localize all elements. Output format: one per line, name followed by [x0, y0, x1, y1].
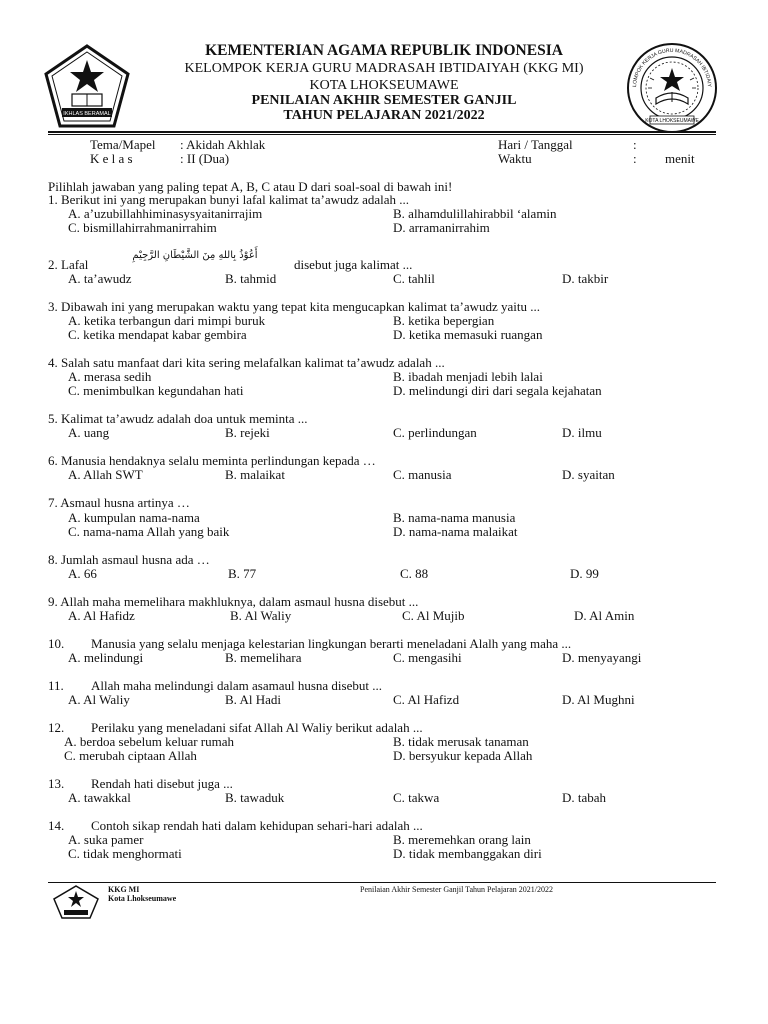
question-14-option-b: B. meremehkan orang lain [393, 832, 531, 847]
hari-value: : [633, 137, 637, 152]
question-1-option-a: A. a’uzubillahhiminasysyaitanirrajim [68, 206, 263, 221]
question-3-option-b: B. ketika bepergian [393, 313, 495, 328]
question-2-number: 2. Lafal [48, 257, 89, 272]
question-13-number: 13. [48, 776, 65, 791]
question-13-option-c: C. takwa [393, 790, 440, 805]
question-13-option-b: B. tawaduk [225, 790, 285, 805]
logo-left-text: IKHLAS BERAMAL [63, 111, 111, 117]
question-11-number: 11. [48, 678, 64, 693]
question-2-option-b: B. tahmid [225, 271, 277, 286]
instruction: Pilihlah jawaban yang paling tepat A, B, C atau D dari soal-soal di bawah ini! [48, 179, 453, 194]
question-1-option-c: C. bismillahirrahmanirrahim [68, 220, 217, 235]
header-ministry: KEMENTERIAN AGAMA REPUBLIK INDONESIA [205, 42, 563, 59]
header-kkg: KELOMPOK KERJA GURU MADRASAH IBTIDAIYAH (KKG MI) [184, 61, 584, 76]
question-3-option-c: C. ketika mendapat kabar gembira [68, 327, 247, 342]
question-11-option-b: B. Al Hadi [225, 692, 281, 707]
question-8-option-b: B. 77 [228, 566, 257, 581]
footer-note: Penilaian Akhir Semester Ganjil Tahun Pelajaran 2021/2022 [360, 885, 554, 894]
question-3-option-a: A. ketika terbangun dari mimpi buruk [68, 313, 266, 328]
question-7-option-b: B. nama-nama manusia [393, 510, 516, 525]
question-2-text: disebut juga kalimat ... [294, 257, 413, 272]
question-11-option-d: D. Al Mughni [562, 692, 635, 707]
question-12-option-a: A. berdoa sebelum keluar rumah [64, 734, 235, 749]
question-6-option-b: B. malaikat [225, 467, 285, 482]
question-14-text: Contoh sikap rendah hati dalam kehidupan sehari-hari adalah ... [91, 818, 423, 833]
question-2-option-d: D. takbir [562, 271, 609, 286]
question-11-text: Allah maha melindungi dalam asamaul husna disebut ... [91, 678, 382, 693]
question-10-option-a: A. melindungi [68, 650, 144, 665]
question-1-option-d: D. arramanirrahim [393, 220, 490, 235]
question-5-option-d: D. ilmu [562, 425, 602, 440]
question-6-option-c: C. manusia [393, 467, 452, 482]
question-2-option-a: A. ta’awudz [68, 271, 132, 286]
question-10-option-b: B. memelihara [225, 650, 302, 665]
question-8-option-d: D. 99 [570, 566, 599, 581]
question-9-option-d: D. Al Amin [574, 608, 635, 623]
waktu-unit: menit [665, 151, 695, 166]
question-12-option-b: B. tidak merusak tanaman [393, 734, 529, 749]
hari-label: Hari / Tanggal [498, 137, 573, 152]
question-5-option-c: C. perlindungan [393, 425, 477, 440]
question-4-option-a: A. merasa sedih [68, 369, 152, 384]
footer-org-1: KKG MI [108, 885, 140, 894]
question-7-option-c: C. nama-nama Allah yang baik [68, 524, 230, 539]
question-4-option-b: B. ibadah menjadi lebih lalai [393, 369, 543, 384]
header-rule-thin [48, 134, 716, 135]
kkg-mi-seal [626, 42, 718, 134]
question-1-option-b: B. alhamdulillahirabbil ‘alamin [393, 206, 557, 221]
question-3-option-d: D. ketika memasuki ruangan [393, 327, 543, 342]
header-rule [48, 131, 716, 133]
question-12-text: Perilaku yang meneladani sifat Allah Al Waliy berikut adalah ... [91, 720, 423, 735]
kelas-label: K e l a s [90, 151, 133, 166]
question-8-option-c: C. 88 [400, 566, 429, 581]
question-10-number: 10. [48, 636, 65, 651]
kelas-value: : II (Dua) [180, 151, 230, 166]
kemenag-logo [42, 42, 132, 132]
question-14-option-d: D. tidak membanggakan diri [393, 846, 542, 861]
question-6-option-a: A. Allah SWT [68, 467, 143, 482]
question-9-text: 9. Allah maha memelihara makhluknya, dalam asmaul husna disebut ... [48, 594, 419, 609]
header-year: TAHUN PELAJARAN 2021/2022 [283, 108, 485, 123]
question-9-option-b: B. Al Waliy [230, 608, 292, 623]
question-9-option-a: A. Al Hafidz [68, 608, 135, 623]
question-14-option-a: A. suka pamer [68, 832, 144, 847]
question-12-number: 12. [48, 720, 65, 735]
question-4-option-d: D. melindungi diri dari segala kejahatan [393, 383, 602, 398]
question-7-option-a: A. kumpulan nama-nama [68, 510, 200, 525]
question-14-number: 14. [48, 818, 65, 833]
footer-logo [52, 885, 100, 919]
question-6-option-d: D. syaitan [562, 467, 615, 482]
question-13-option-d: D. tabah [562, 790, 607, 805]
question-4-text: 4. Salah satu manfaat dari kita sering melafalkan kalimat ta’awudz adalah ... [48, 355, 445, 370]
question-2-option-c: C. tahlil [393, 271, 435, 286]
question-1-text: 1. Berikut ini yang merupakan bunyi lafal kalimat ta’awudz adalah ... [48, 192, 409, 207]
question-5-option-b: B. rejeki [225, 425, 270, 440]
footer-org-2: Kota Lhokseumawe [108, 894, 177, 903]
question-12-option-c: C. merubah ciptaan Allah [64, 748, 197, 763]
header-exam: PENILAIAN AKHIR SEMESTER GANJIL [251, 93, 517, 108]
header-city: KOTA LHOKSEUMAWE [309, 78, 459, 93]
waktu-label: Waktu [498, 151, 532, 166]
question-9-option-c: C. Al Mujib [402, 608, 465, 623]
question-14-option-c: C. tidak menghormati [68, 846, 182, 861]
question-10-text: Manusia yang selalu menjaga kelestarian lingkungan berarti meneladani Alalh yang maha ... [91, 636, 572, 651]
question-13-text: Rendah hati disebut juga ... [91, 776, 233, 791]
question-12-option-d: D. bersyukur kepada Allah [393, 748, 533, 763]
tema-label: Tema/Mapel [90, 137, 156, 152]
question-5-text: 5. Kalimat ta’awudz adalah doa untuk meminta ... [48, 411, 308, 426]
question-8-text: 8. Jumlah asmaul husna ada … [48, 552, 210, 567]
question-13-option-a: A. tawakkal [68, 790, 131, 805]
tema-value: : Akidah Akhlak [180, 137, 266, 152]
question-3-text: 3. Dibawah ini yang merupakan waktu yang tepat kita mengucapkan kalimat ta’awudz yaitu ... [48, 299, 541, 314]
question-10-option-d: D. menyayangi [562, 650, 642, 665]
question-11-option-a: A. Al Waliy [68, 692, 130, 707]
question-7-option-d: D. nama-nama malaikat [393, 524, 518, 539]
question-6-text: 6. Manusia hendaknya selalu meminta perlindungan kepada … [48, 453, 376, 468]
question-5-option-a: A. uang [68, 425, 110, 440]
footer-rule [48, 882, 716, 883]
question-8-option-a: A. 66 [68, 566, 97, 581]
question-7-text: 7. Asmaul husna artinya … [48, 495, 190, 510]
logo-right-ring: LOMPOK KERJA GURU MADRASAH IBTIDAIY [631, 47, 712, 88]
question-4-option-c: C. menimbulkan kegundahan hati [68, 383, 244, 398]
logo-right-bottom: KOTA LHOKSEUMAWE [645, 118, 699, 124]
question-2-arabic: أَعُوْذُ بِاللهِ مِنَ الشَّيْطَانِ الرَّجِيْمِ [132, 250, 258, 261]
question-11-option-c: C. Al Hafizd [393, 692, 460, 707]
question-10-option-c: C. mengasihi [393, 650, 462, 665]
waktu-value: : [633, 151, 637, 166]
